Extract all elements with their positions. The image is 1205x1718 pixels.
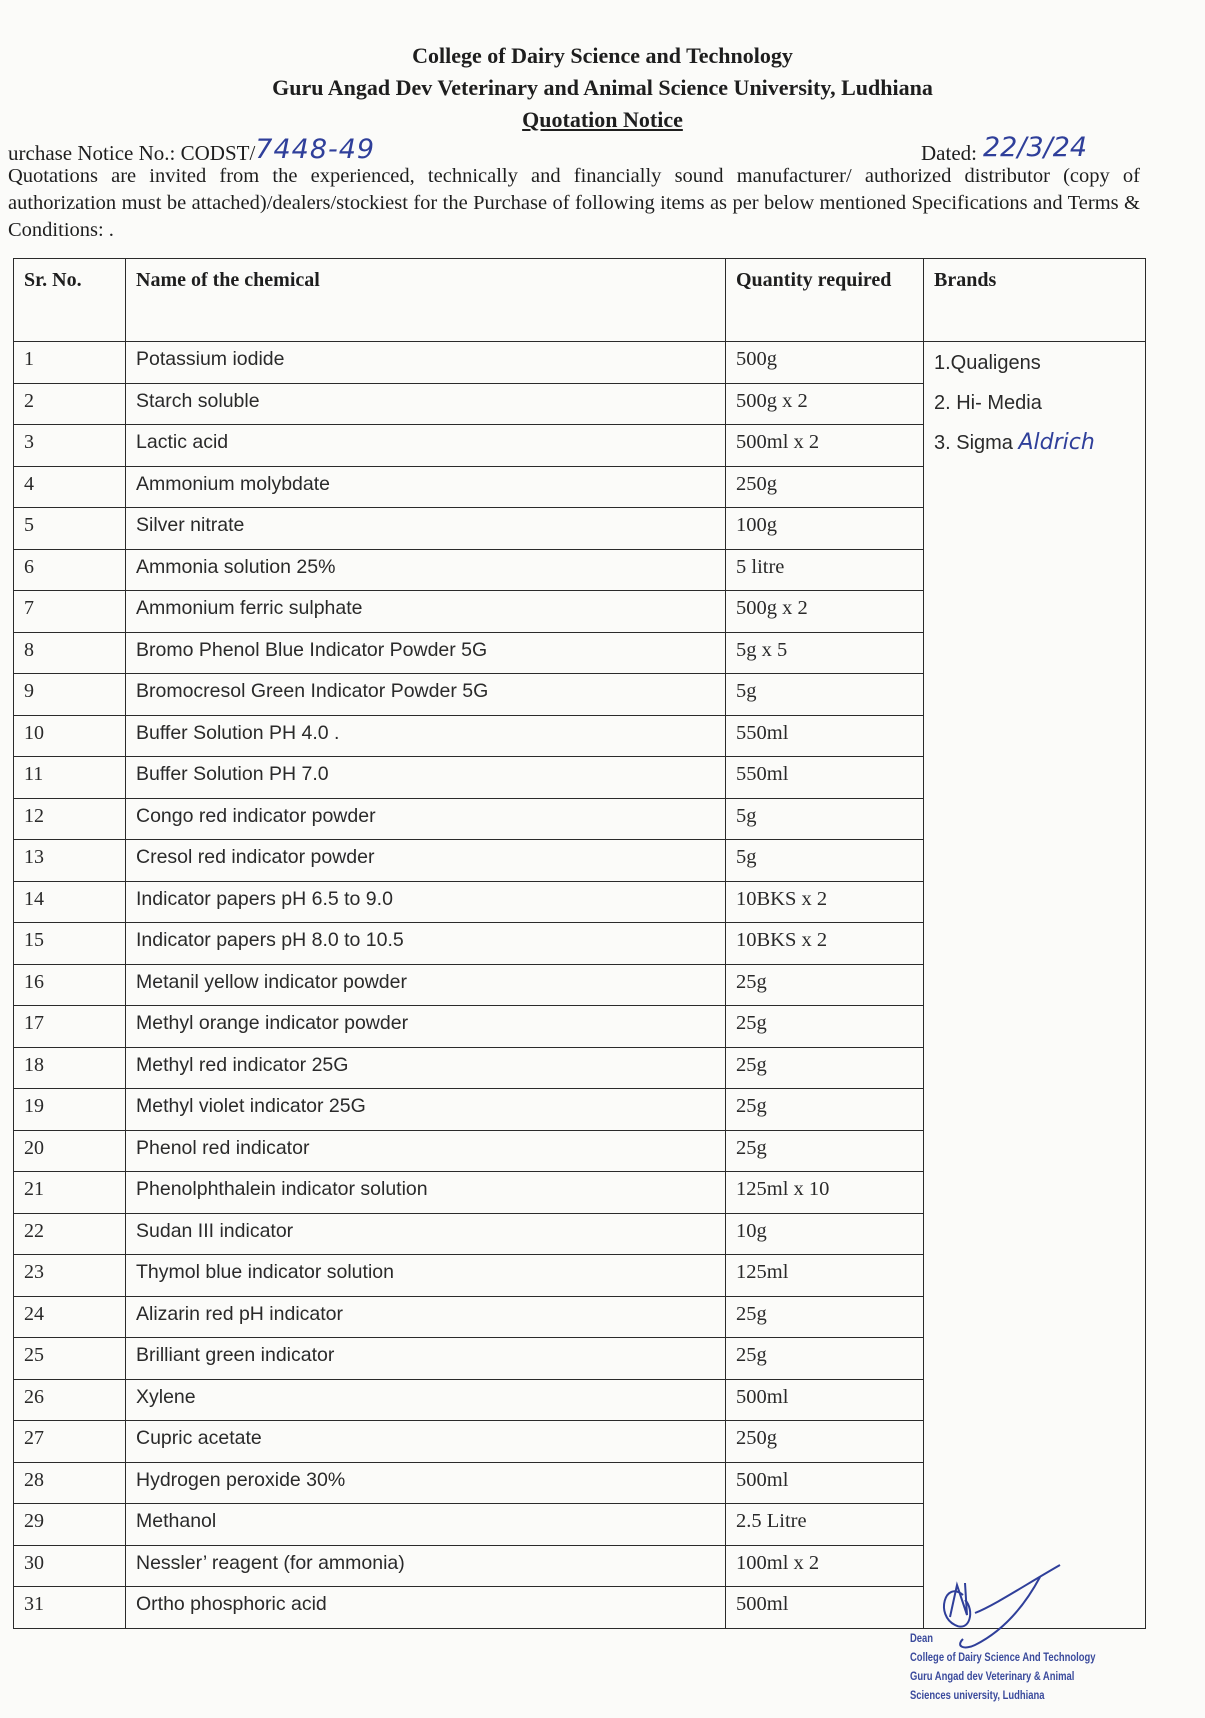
chemicals-table	[13, 258, 1146, 1629]
sr-cell: 14	[14, 881, 126, 923]
quantity-cell: 25g	[726, 1296, 924, 1338]
chemical-name-cell: Ammonium ferric sulphate	[126, 591, 726, 633]
quantity-cell: 5 litre	[726, 549, 924, 591]
sr-cell: 26	[14, 1379, 126, 1421]
quantity-cell: 550ml	[726, 715, 924, 757]
quantity-cell: 500g	[726, 342, 924, 384]
sr-cell: 17	[14, 1006, 126, 1048]
sr-cell: 15	[14, 923, 126, 965]
quantity-cell: 500g x 2	[726, 591, 924, 633]
chemical-name-cell: Buffer Solution PH 7.0	[126, 757, 726, 799]
sr-cell: 3	[14, 425, 126, 467]
header-sr-no: Sr. No.	[14, 259, 126, 342]
sr-cell: 29	[14, 1504, 126, 1546]
quantity-cell: 25g	[726, 1047, 924, 1089]
chemical-name-cell: Potassium iodide	[126, 342, 726, 384]
quantity-cell: 125ml	[726, 1255, 924, 1297]
sr-cell: 6	[14, 549, 126, 591]
quantity-cell: 500ml x 2	[726, 425, 924, 467]
notice-number-label: urchase Notice No.: CODST/	[8, 141, 256, 165]
notice-row	[8, 132, 1143, 166]
brand-handwritten: Aldrich	[1018, 430, 1095, 455]
quantity-cell: 250g	[726, 466, 924, 508]
chemical-name-cell: Lactic acid	[126, 425, 726, 467]
stamp-line-1: Dean	[910, 1633, 934, 1645]
chemical-name-cell: Hydrogen peroxide 30%	[126, 1462, 726, 1504]
chemical-name-cell: Cupric acetate	[126, 1421, 726, 1463]
chemical-name-cell: Sudan III indicator	[126, 1213, 726, 1255]
brand-item	[934, 388, 1135, 428]
college-name: College of Dairy Science and Technology	[412, 43, 793, 68]
quantity-cell: 500ml	[726, 1379, 924, 1421]
sr-cell: 31	[14, 1587, 126, 1629]
stamp-line-4: Sciences university, Ludhiana	[910, 1690, 1045, 1702]
intro-paragraph: Quotations are invited from the experienced, technically and financially sound manufacturer/ authorized distributor (copy of authorization must be attached)/dealers/stockiest for the Purchase of following items as per below mentioned Specifications and Terms & Conditions: .	[8, 165, 1140, 241]
quantity-cell: 500ml	[726, 1587, 924, 1629]
brand-item	[934, 348, 1135, 388]
chemical-name-cell: Thymol blue indicator solution	[126, 1255, 726, 1297]
sr-cell: 4	[14, 466, 126, 508]
chemical-name-cell: Silver nitrate	[126, 508, 726, 550]
sr-cell: 21	[14, 1172, 126, 1214]
sr-cell: 1	[14, 342, 126, 384]
quantity-cell: 10BKS x 2	[726, 923, 924, 965]
brand-text: 2. Hi- Media	[934, 392, 1042, 414]
brands-cell	[924, 342, 1146, 1629]
sr-cell: 9	[14, 674, 126, 716]
document-title: Quotation Notice	[522, 107, 683, 132]
chemical-name-cell: Nessler’ reagent (for ammonia)	[126, 1545, 726, 1587]
sr-cell: 10	[14, 715, 126, 757]
chemical-name-cell: Congo red indicator powder	[126, 798, 726, 840]
brand-item	[934, 428, 1135, 468]
dated-label: Dated:	[921, 141, 977, 165]
stamp-line-3: Guru Angad dev Veterinary & Animal	[910, 1671, 1075, 1683]
chemical-name-cell: Xylene	[126, 1379, 726, 1421]
brand-text: 3. Sigma	[934, 432, 1019, 454]
chemical-name-cell: Starch soluble	[126, 383, 726, 425]
sr-cell: 19	[14, 1089, 126, 1131]
quantity-cell: 250g	[726, 1421, 924, 1463]
chemical-name-cell: Ammonium molybdate	[126, 466, 726, 508]
quantity-cell: 550ml	[726, 757, 924, 799]
brand-text: 1.Qualigens	[934, 352, 1041, 374]
sr-cell: 27	[14, 1421, 126, 1463]
chemical-name-cell: Cresol red indicator powder	[126, 840, 726, 882]
sr-cell: 5	[14, 508, 126, 550]
sr-cell: 22	[14, 1213, 126, 1255]
chemical-name-cell: Methanol	[126, 1504, 726, 1546]
table-header-row	[14, 259, 1146, 342]
quantity-cell: 5g x 5	[726, 632, 924, 674]
chemical-name-cell: Methyl red indicator 25G	[126, 1047, 726, 1089]
quantity-cell: 500ml	[726, 1462, 924, 1504]
header-chemical-name: Name of the chemical	[126, 259, 726, 342]
chemical-name-cell: Indicator papers pH 8.0 to 10.5	[126, 923, 726, 965]
chemical-name-cell: Ammonia solution 25%	[126, 549, 726, 591]
sr-cell: 2	[14, 383, 126, 425]
chemical-name-cell: Bromocresol Green Indicator Powder 5G	[126, 674, 726, 716]
chemical-name-cell: Phenol red indicator	[126, 1130, 726, 1172]
sr-cell: 23	[14, 1255, 126, 1297]
quantity-cell: 25g	[726, 1089, 924, 1131]
header-quantity: Quantity required	[726, 259, 924, 342]
chemical-name-cell: Alizarin red pH indicator	[126, 1296, 726, 1338]
chemical-name-cell: Metanil yellow indicator powder	[126, 964, 726, 1006]
sr-cell: 12	[14, 798, 126, 840]
chemical-name-cell: Brilliant green indicator	[126, 1338, 726, 1380]
chemical-name-cell: Ortho phosphoric acid	[126, 1587, 726, 1629]
quantity-cell: 5g	[726, 840, 924, 882]
sr-cell: 13	[14, 840, 126, 882]
quantity-cell: 10BKS x 2	[726, 881, 924, 923]
sr-cell: 16	[14, 964, 126, 1006]
sr-cell: 30	[14, 1545, 126, 1587]
sr-cell: 25	[14, 1338, 126, 1380]
quantity-cell: 100g	[726, 508, 924, 550]
quantity-cell: 25g	[726, 964, 924, 1006]
sr-cell: 24	[14, 1296, 126, 1338]
sr-cell: 28	[14, 1462, 126, 1504]
sr-cell: 11	[14, 757, 126, 799]
quantity-cell: 125ml x 10	[726, 1172, 924, 1214]
quantity-cell: 10g	[726, 1213, 924, 1255]
quantity-cell: 5g	[726, 674, 924, 716]
quantity-cell: 500g x 2	[726, 383, 924, 425]
quantity-cell: 25g	[726, 1338, 924, 1380]
header-brands: Brands	[924, 259, 1146, 342]
notice-number-handwritten: 7448-49	[255, 134, 376, 165]
chemical-name-cell: Phenolphthalein indicator solution	[126, 1172, 726, 1214]
chemical-name-cell: Methyl orange indicator powder	[126, 1006, 726, 1048]
chemical-name-cell: Bromo Phenol Blue Indicator Powder 5G	[126, 632, 726, 674]
sr-cell: 20	[14, 1130, 126, 1172]
quantity-cell: 25g	[726, 1130, 924, 1172]
sr-cell: 8	[14, 632, 126, 674]
chemical-name-cell: Indicator papers pH 6.5 to 9.0	[126, 881, 726, 923]
quantity-cell: 2.5 Litre	[726, 1504, 924, 1546]
chemical-name-cell: Methyl violet indicator 25G	[126, 1089, 726, 1131]
stamp-line-2: College of Dairy Science And Technology	[910, 1652, 1096, 1664]
quantity-cell: 100ml x 2	[726, 1545, 924, 1587]
dean-stamp	[910, 1630, 1140, 1706]
table-row	[14, 342, 1146, 384]
quantity-cell: 5g	[726, 798, 924, 840]
dated-handwritten: 22/3/24	[982, 132, 1088, 163]
document-header	[0, 40, 1205, 136]
quantity-cell: 25g	[726, 1006, 924, 1048]
university-name: Guru Angad Dev Veterinary and Animal Science University, Ludhiana	[272, 75, 933, 100]
sr-cell: 7	[14, 591, 126, 633]
chemical-name-cell: Buffer Solution PH 4.0 .	[126, 715, 726, 757]
sr-cell: 18	[14, 1047, 126, 1089]
